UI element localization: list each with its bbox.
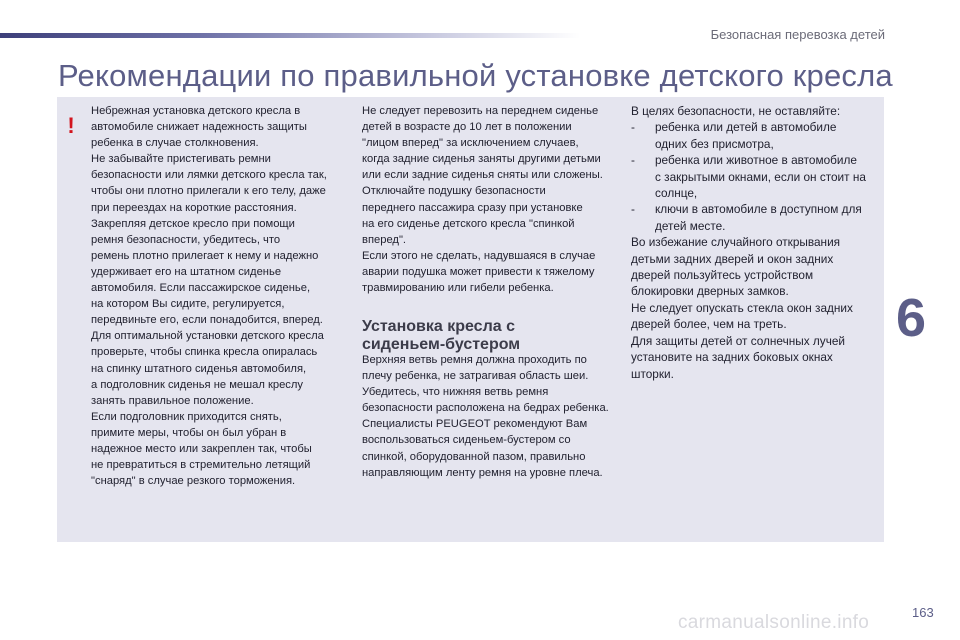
text-line: автомобиле снижает надежность защиты xyxy=(91,121,307,134)
text-line: удерживает его на штатном сиденье xyxy=(91,265,282,278)
text-line: с закрытыми окнами, если он стоит на xyxy=(655,169,866,184)
text-line: ключи в автомобиле в доступном для xyxy=(655,202,862,217)
text-line: "снаряд" в случае резкого торможения. xyxy=(91,475,296,488)
text-line: шторки. xyxy=(631,366,674,381)
booster-seat-subheading: Установка кресла с сиденьем-бустером xyxy=(362,318,521,353)
text-line: или если задние сиденья сняты или сложены. xyxy=(362,169,603,182)
text-line: Если этого не сделать, надувшаяся в случае xyxy=(362,249,596,262)
exclamation-warning-icon: ! xyxy=(67,113,75,138)
text-line: на спинку штатного сиденья автомобиля, xyxy=(91,362,307,375)
text-line: Не следует опускать стекла окон задних xyxy=(631,300,853,315)
section-title: Безопасная перевозка детей xyxy=(710,27,885,42)
text-line: ребенка в случае столкновения. xyxy=(91,137,259,150)
text-line: травмированию или гибели ребенка. xyxy=(362,282,554,295)
text-line: детей в возрасте до 10 лет в положении xyxy=(362,121,572,134)
text-line: солнце, xyxy=(655,186,698,201)
text-line: занять правильное положение. xyxy=(91,394,254,407)
text-line: автомобиля. Если пассажирское сиденье, xyxy=(91,282,311,295)
text-line: Специалисты PEUGEOT рекомендуют Вам xyxy=(362,418,588,431)
text-line: не превратиться в стремительно летящий xyxy=(91,459,311,472)
text-line: передвиньте его, если понадобится, вперед. xyxy=(91,314,323,327)
text-line: ребенка или животное в автомобиле xyxy=(655,153,857,168)
text-line: ребенка или детей в автомобиле xyxy=(655,120,837,135)
text-line: безопасности расположена на бедрах ребенка. xyxy=(362,402,609,415)
list-dash: - xyxy=(631,120,635,135)
column-child-seat-installation xyxy=(91,103,349,489)
text-line: В целях безопасности, не оставляйте: xyxy=(631,104,841,118)
text-line: установите на задних боковых окнах xyxy=(631,350,833,365)
list-dash: - xyxy=(631,202,635,217)
text-line: Не следует перевозить на переднем сиденье xyxy=(362,105,599,117)
page-heading: Рекомендации по правильной установке детского кресла xyxy=(58,58,893,93)
text-line: надежное место или закреплен так, чтобы xyxy=(91,442,312,455)
text-line: вперед". xyxy=(362,233,407,246)
text-line: ремень плотно прилегает к нему и надежно xyxy=(91,249,319,262)
list-item-text xyxy=(655,152,881,201)
text-line: Для защиты детей от солнечных лучей xyxy=(631,333,845,348)
text-line: чтобы они плотно прилегали к его телу, даже xyxy=(91,185,326,198)
list-item xyxy=(631,201,881,234)
column-safety-reminders xyxy=(631,103,881,382)
text-line: блокировки дверных замков. xyxy=(631,284,789,299)
watermark: carmanualsonline.info xyxy=(678,612,870,633)
text-line: примите меры, чтобы он был убран в xyxy=(91,426,287,439)
text-line: спинкой, оборудованной пазом, правильно xyxy=(362,450,586,463)
list-item xyxy=(631,152,881,201)
text-line: а подголовник сиденья не мешал креслу xyxy=(91,378,304,391)
text-line: Закрепляя детское кресло при помощи xyxy=(91,217,295,230)
text-line: Верхняя ветвь ремня должна проходить по xyxy=(362,354,587,366)
list-item-text xyxy=(655,119,881,152)
text-line: Не забывайте пристегивать ремни xyxy=(91,153,271,166)
text-line: Отключайте подушку безопасности xyxy=(362,185,546,198)
text-line: Во избежание случайного открывания xyxy=(631,235,841,250)
text-line: детей месте. xyxy=(655,218,726,233)
page-number: 163 xyxy=(912,605,934,620)
text-line: одних без присмотра, xyxy=(655,136,774,151)
text-line: Если подголовник приходится снять, xyxy=(91,410,282,423)
text-line: "лицом вперед" за исключением случаев, xyxy=(362,137,579,150)
text-line: когда задние сиденья заняты другими детьми xyxy=(362,153,601,166)
text-line: аварии подушка может привести к тяжелому xyxy=(362,265,595,278)
text-line: плечу ребенка, не затрагивая область шеи. xyxy=(362,370,589,383)
text-line: Для оптимальной установки детского кресла xyxy=(91,330,324,343)
text-line: на котором Вы сидите, регулируется, xyxy=(91,298,285,311)
text-line: при переездах на короткие расстояния. xyxy=(91,201,297,214)
text-line: безопасности или лямки детского кресла так, xyxy=(91,169,327,182)
text-line: воспользоваться сиденьем-бустером со xyxy=(362,434,571,447)
text-line: проверьте, чтобы спинка кресла опиралась xyxy=(91,346,318,359)
text-line: детьми задних дверей и окон задних xyxy=(631,251,834,266)
chapter-number: 6 xyxy=(896,288,927,348)
list-item xyxy=(631,119,881,152)
text-line: дверей более, чем на треть. xyxy=(631,317,787,332)
text-line: дверей пользуйтесь устройством xyxy=(631,268,814,283)
list-dash: - xyxy=(631,153,635,168)
header-accent-bar xyxy=(0,33,580,38)
column-booster-seat xyxy=(362,352,612,481)
column-front-seat-airbag xyxy=(362,103,612,296)
text-line: ремня безопасности, убедитесь, что xyxy=(91,233,281,246)
text-line: направляющим ленту ремня на уровне плеча. xyxy=(362,466,603,479)
text-line: переднего пассажира сразу при установке xyxy=(362,201,583,214)
text-line: Небрежная установка детского кресла в xyxy=(91,105,301,117)
list-item-text xyxy=(655,201,881,234)
text-line: на его сиденье детского кресла "спинкой xyxy=(362,217,575,230)
text-line: Убедитесь, что нижняя ветвь ремня xyxy=(362,386,549,399)
